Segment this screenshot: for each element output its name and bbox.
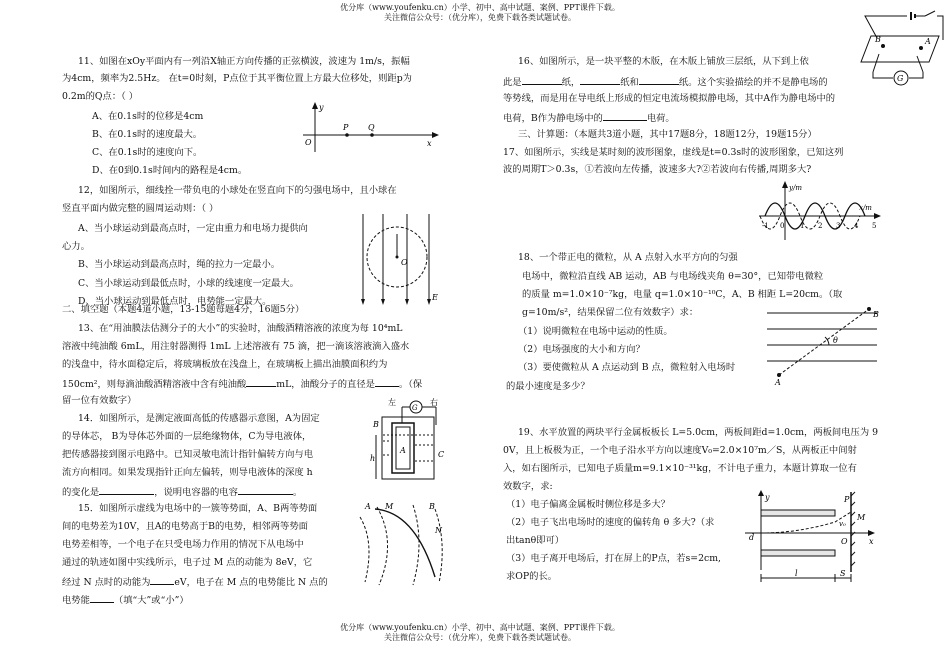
q12-option-a-2: 心力。	[62, 241, 90, 252]
q13-line-4-a: 150cm²，则每滴油酸酒精溶液中含有纯油酸	[62, 379, 247, 390]
footer-line-2: 关注微信公众号：（优分库），免费下载各类试题试卷。	[384, 633, 576, 642]
q16-blank-2[interactable]	[580, 72, 620, 85]
q17-tick-3: 2	[818, 222, 823, 230]
header-line-2: 关注微信公众号：（优分库），免费下载各类试题试卷。	[384, 13, 576, 22]
section-3-title: 三、计算题：（本题共3道小题，其中17题8分，18题12分，19题15分）	[518, 129, 817, 140]
q12-option-d: D、当小球运动到最低点时，电势能一定最大。	[78, 296, 272, 307]
q17-y-label: y/m	[789, 184, 802, 192]
q16-blank-4[interactable]	[603, 108, 647, 121]
q15-line-4: 通过的轨迹如图中实线所示，电子过 M 点的动能为 8eV，它	[62, 557, 313, 568]
q14-b-label: B	[373, 420, 379, 429]
q11-line-2: 为4cm，频率为2.5Hz。 在t=0时刻，P点位于其平衡位置上方最大位移处，则距p为	[62, 73, 412, 84]
q15-equipotential-figure	[355, 497, 460, 589]
q11-o-label: O	[305, 138, 312, 147]
q19-line-2: 0V，且上板极为正，一个电子沿水平方向以速度V₀=2.0×10⁷m／S，从两板正中间射	[503, 445, 857, 456]
q13-line-4-c: 。（保	[398, 379, 423, 390]
q14-line-1: 14．如图所示，是测定液面高低的传感器示意图，A为固定	[78, 413, 320, 424]
q13-line-5: 留一位有效数字）	[62, 395, 137, 406]
q13-blank-2[interactable]	[375, 374, 399, 387]
q18-line-4: g=10m/s²，结果保留二位有效数字）求：	[522, 307, 699, 318]
q16-a-label: A	[925, 37, 931, 46]
q19-sub-1: （1）电子偏离金属板时侧位移是多大？	[506, 499, 670, 510]
q12-o-label: O	[401, 258, 408, 267]
q12-option-c: C、当小球运动到最低点时，小球的线速度一定最大。	[78, 278, 299, 289]
q16-blank-1[interactable]	[522, 72, 562, 85]
q11-x-label: x	[427, 139, 432, 148]
q15-line-3: 电势差相等，一个电子在只受电场力作用的情况下从电场中	[62, 539, 304, 550]
q14-a-label: A	[400, 446, 406, 455]
q16-line-4	[503, 108, 675, 128]
q16-line-3: 等势线，而是用在导电纸上形成的恒定电流场模拟静电场，其中A作为静电场中的	[503, 93, 836, 104]
q17-tick-1: 0	[780, 222, 785, 230]
q17-line-2: 波的周期T＞0.3s，①若波向左传播，波速多大?②若波向右传播,周期多大?	[503, 164, 812, 175]
footer-line-1: 优分库（www.youfenku.cn）小学、初中、高中试题、案例、PPT课件下载。	[340, 623, 620, 632]
q16-g-label: G	[897, 74, 904, 83]
header-line-1: 优分库（www.youfenku.cn）小学、初中、高中试题、案例、PPT课件下载。	[340, 3, 620, 12]
q17-tick-5: 4	[854, 222, 859, 230]
q16-line-2-d: 纸。这个实验描绘的并不是静电场的	[678, 77, 828, 88]
q18-field-figure	[765, 305, 885, 387]
q18-sub-2: （2）电场强度的大小和方向？	[518, 344, 645, 355]
q15-b-label: B	[429, 502, 435, 511]
q14-sensor-figure	[370, 395, 458, 485]
q18-theta-label: θ	[833, 336, 838, 345]
q14-c-label: C	[438, 450, 445, 459]
q19-line-4: 效数字，求:	[503, 481, 553, 492]
q16-apparatus-figure	[855, 2, 947, 90]
q17-tick-2: 1	[800, 222, 805, 230]
q15-line-5-a: 经过 N 点时的动能为	[62, 577, 151, 588]
q16-blank-3[interactable]	[639, 72, 679, 85]
q13-line-1: 13、在“用油膜法估测分子的大小”的实验时，油酸酒精溶液的浓度为每 10⁴mL	[78, 323, 403, 334]
q11-option-a: A、在0.1s时的位移是4cm	[92, 111, 204, 122]
q15-line-1: 15．如图所示虚线为电场中的一簇等势面，A、B两等势面	[78, 503, 318, 514]
q16-b-label: B	[875, 35, 881, 44]
q11-option-d: D、在0到0.1s时间内的路程是4cm。	[92, 165, 248, 176]
q19-v0-label: v₀	[839, 520, 846, 528]
q16-line-1: 16、如图所示，是一块平整的木版，在木版上铺放三层纸，从下到上依	[518, 56, 809, 67]
q12-line-1: 12，如图所示，细线拴一带负电的小球处在竖直向下的匀强电场中，且小球在	[78, 185, 397, 196]
q15-line-2: 间的电势差为10V，且A的电势高于B的电势，相邻两等势面	[62, 521, 308, 532]
q16-line-2-c: 纸和	[620, 77, 639, 88]
q13-line-2: 溶液中纯油酸 6mL，用注射器测得 1mL 上述溶液有 75 滴，把一滴该溶液滴入盛水	[62, 341, 410, 352]
q19-line-1: 19、水平放置的两块平行金属板板长 L=5.0cm，两板间距d=1.0cm，两板间电压为 9	[518, 427, 878, 438]
q16-line-2	[503, 72, 828, 92]
q18-line-3: 的质量 m=1.0×10⁻⁷kg，电量 q=1.0×10⁻¹⁰C，A、B 相距 L=20cm。（取	[522, 289, 843, 300]
q14-line-5-c: 。	[292, 487, 303, 498]
q13-line-3: 的浅盘中，待水面稳定后，将玻璃板放在浅盘上，在玻璃板上描出油膜面积约为	[62, 359, 388, 370]
q15-line-6-b: （填“大”或“小”）	[113, 595, 189, 606]
q14-blank-1[interactable]	[99, 482, 154, 495]
q19-sub-2-a: （2）电子飞出电场时的速度的偏转角 θ 多大?（求	[506, 517, 715, 528]
q17-line-1: 17、如图所示，实线是某时刻的波形图象，虚线是t=0.3s时的波形图象，已知这列	[503, 147, 844, 158]
q15-blank-1[interactable]	[150, 572, 174, 585]
q12-line-2: 竖直平面内做完整的圆周运动则：（ ）	[62, 203, 219, 214]
q15-m-label: M	[385, 502, 394, 511]
q17-tick-6: 5	[872, 222, 877, 230]
q19-y-label: y	[765, 493, 770, 502]
q15-line-6	[62, 590, 189, 610]
q15-line-5	[62, 572, 328, 592]
q11-option-b: B、在0.1s时的速度最大。	[92, 129, 203, 140]
q15-n-label: N	[435, 526, 442, 535]
q11-option-c: C、在0.1s时的速度向下。	[92, 147, 203, 158]
q17-wave-figure	[755, 180, 885, 242]
q13-blank-1[interactable]	[246, 374, 276, 387]
q17-tick-labels	[762, 222, 876, 230]
q19-sub-2-b: 出tanθ即可）	[506, 535, 565, 546]
q11-y-label: y	[319, 103, 324, 112]
q19-line-3: 入，如右图所示，已知电子质量m=9.1×10⁻³¹kg，不计电子重力，本题计算取一位有	[503, 463, 857, 474]
q19-l-label: l	[795, 569, 798, 578]
q14-line-3: 把传感器接到图示电路中。已知灵敏电流计指针偏转方向与电	[62, 449, 314, 460]
q11-p-label: P	[343, 123, 349, 132]
q19-o-label: O	[841, 537, 848, 546]
q18-line-2: 电场中，微粒沿直线 AB 运动，AB 与电场线夹角 θ=30°，已知带电微粒	[522, 271, 824, 282]
q16-line-4-a: 电荷，B作为静电场中的	[503, 113, 603, 124]
q11-line-1: 11、如图在xOy平面内有一列沿X轴正方向传播的正弦横波，波速为 1m/s，振幅	[78, 56, 410, 67]
q17-tick-4: 3	[836, 222, 841, 230]
q19-plates-figure	[743, 490, 878, 584]
q14-line-2: 的导体芯， B为导体芯外面的一层绝缘物体，C为导电液体，	[62, 431, 312, 442]
q11-axis-figure	[295, 100, 445, 155]
q18-sub-3-b: 的最小速度是多少？	[506, 381, 590, 392]
q19-sub-3-a: （3）电子离开电场后，打在屏上的P点，若s=2cm,	[506, 553, 721, 564]
q18-sub-3-a: （3）要使微粒从 A 点运动到 B 点，微粒射入电场时	[518, 362, 736, 373]
q15-line-5-b: eV，电子在 M 点的电势能比 N 点的	[174, 577, 328, 588]
q16-line-4-b: 电荷。	[646, 113, 675, 124]
q13-line-4-b: mL，油酸分子的直径是	[276, 379, 375, 390]
q15-line-6-a: 电势能	[62, 595, 90, 606]
q18-b-label: B	[873, 310, 879, 319]
q19-sub-3-b: 求OP的长。	[506, 571, 558, 582]
q19-d-label: d	[749, 533, 755, 542]
q13-line-4	[62, 374, 422, 394]
q11-q-label: Q	[368, 123, 375, 132]
q15-a-label: A	[365, 502, 371, 511]
q14-right-label: 右	[430, 398, 438, 407]
q15-blank-2[interactable]	[90, 590, 114, 603]
q19-s-label: S	[840, 569, 846, 578]
q14-line-4: 流方向相同。如果发现指针正向左偏转，则导电液体的深度 h	[62, 467, 313, 478]
q14-line-5-b: ，说明电容器的电容	[154, 487, 238, 498]
q18-a-label: A	[775, 378, 781, 387]
q12-option-a-1: A、当小球运动到最高点时，一定由重力和电场力提供向	[78, 223, 308, 234]
q14-left-label: 左	[388, 398, 396, 407]
q12-e-label: E	[432, 293, 438, 302]
q19-p-label: P	[844, 495, 850, 504]
q11-line-3: 0.2m的Q点：（ ）	[62, 91, 139, 102]
q16-line-2-a: 此是	[503, 77, 522, 88]
section-2-title: 二、填空题（本题4道小题，13-15题每题4分，16题5分）	[62, 304, 305, 315]
q14-blank-2[interactable]	[238, 482, 293, 495]
q17-tick-0: -1	[762, 222, 769, 230]
q19-m-label: M	[857, 513, 866, 522]
q18-sub-1: （1）说明微粒在电场中运动的性质。	[518, 326, 673, 337]
q19-x-label: x	[869, 537, 874, 546]
q18-line-1: 18、一个带正电的微粒，从 A 点射入水平方向的匀强	[518, 252, 738, 263]
q17-x-label: x/m	[859, 204, 872, 212]
q14-line-5-a: 的变化是	[62, 487, 100, 498]
q14-g-label: G	[412, 404, 418, 412]
q12-option-b: B、当小球运动到最高点时，绳的拉力一定最小。	[78, 259, 281, 270]
q16-line-2-b: 纸，	[561, 77, 581, 88]
q14-line-5	[62, 482, 302, 502]
q14-h-label: h	[370, 454, 376, 463]
q12-field-figure	[355, 212, 440, 307]
